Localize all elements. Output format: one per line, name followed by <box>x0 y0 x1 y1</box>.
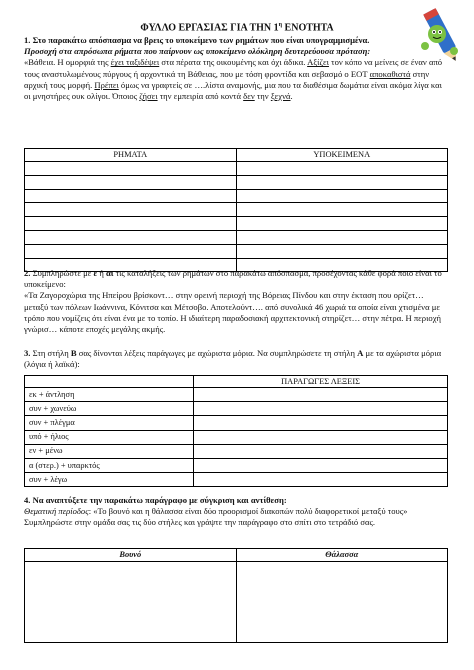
answer-cell[interactable] <box>236 217 448 231</box>
exercise-3-instruction: 3. Στη στήλη Β σας δίνονται λέξεις παράγωγες με αχώριστα μόρια. Να συμπληρώσετε τη στήλη Α με τα αχώριστα μόρια (λόγια ή λαϊκά): <box>24 348 442 370</box>
column-header-a <box>25 376 194 388</box>
table-row <box>25 230 448 244</box>
exercise-3 <box>24 348 448 370</box>
answer-cell[interactable] <box>236 244 448 258</box>
exercise-4-instruction: Συμπληρώστε στην ομάδα σας τις δύο στήλες και γράψτε την παράγραφο στο σπίτι στο τετράδιό σας. <box>24 517 376 528</box>
column-header-subjects: ΥΠΟΚΕΙΜΕΝΑ <box>236 149 448 162</box>
answer-cell[interactable] <box>194 402 448 416</box>
column-header-derived: ΠΑΡΑΓΩΓΕΣ ΛΕΞΕΙΣ <box>194 376 448 388</box>
column-header-mountain: Βουνό <box>25 549 237 562</box>
answer-cell[interactable] <box>25 217 237 231</box>
verbs-subjects-table <box>24 148 448 272</box>
answer-cell[interactable] <box>236 175 448 189</box>
answer-cell[interactable] <box>194 458 448 472</box>
exercise-2-instruction: 2. Συμπληρώστε με ε ή αι τις καταλήξεις των ρημάτων στο παρακάτω απόσπασμα, προσέχοντας κάθε φορά ποιο είναι το υποκείμενο: <box>24 268 442 290</box>
answer-cell[interactable] <box>236 189 448 203</box>
exercise-1-note: Προσοχή στα απρόσωπα ρήματα που παίρνουν ως υποκείμενο ολόκληρη δευτερεύουσα πρόταση: <box>24 46 371 57</box>
answer-cell[interactable] <box>194 388 448 402</box>
answer-cell[interactable] <box>194 430 448 444</box>
table-row <box>25 175 448 189</box>
table-row <box>25 562 448 643</box>
answer-cell[interactable] <box>194 444 448 458</box>
answer-cell[interactable] <box>194 473 448 487</box>
answer-cell[interactable] <box>194 416 448 430</box>
exercise-4-topic: Θεματική περίοδος: «Το βουνό και η θάλασσα είναι δύο προορισμοί διακοπών πολύ διαφορετικοί μεταξύ τους» <box>24 506 408 517</box>
table-row <box>25 203 448 217</box>
table-row: εκ + άντληση <box>25 388 448 402</box>
exercise-4 <box>24 495 448 529</box>
derived-words-table <box>24 375 448 487</box>
table-row: υπό + ήλιος <box>25 430 448 444</box>
table-row <box>25 244 448 258</box>
answer-cell[interactable] <box>25 230 237 244</box>
page-title: ΦΥΛΛΟ ΕΡΓΑΣΙΑΣ ΓΙΑ ΤΗΝ $1^\eta$ ΕΝΟΤΗΤΑ <box>140 22 334 34</box>
answer-cell[interactable] <box>25 189 237 203</box>
answer-cell[interactable] <box>25 162 237 176</box>
answer-cell[interactable] <box>236 230 448 244</box>
answer-cell[interactable] <box>236 162 448 176</box>
table-row: εν + μένω <box>25 444 448 458</box>
answer-cell[interactable] <box>25 203 237 217</box>
exercise-2 <box>24 268 448 335</box>
answer-cell[interactable] <box>236 203 448 217</box>
exercise-4-heading: 4. Να αναπτύξετε την παρακάτω παράγραφο με σύγκριση και αντίθεση: <box>24 495 287 505</box>
column-header-sea: Θάλασσα <box>236 549 448 562</box>
table-row: συν + λέγω <box>25 473 448 487</box>
column-header-verbs: ΡΗΜΑΤΑ <box>25 149 237 162</box>
table-row: α (στερ.) + υπαρκτός <box>25 458 448 472</box>
table-row <box>25 162 448 176</box>
answer-cell[interactable] <box>25 244 237 258</box>
comparison-table <box>24 548 448 643</box>
table-row <box>25 217 448 231</box>
table-row: συν + χωνεύω <box>25 402 448 416</box>
exercise-2-passage: «Τα Ζαγοροχώρια της Ηπείρου βρίσκοντ… στην ορεινή περιοχή της Βόρειας Πίνδου και στην έκταση που ορίζετ… μεταξύ των πόλεων Ιωάννινα, Κόνιτσα και Μέτσοβο. Αποτελούντ…. από συνολικά 46 χωριά τα οποία είναι χτισμένα με τρόπο που νομίζεις ότι είναι ένα με το τοπίο. Η ιδιαίτερη παραδοσιακή αρχιτεκτονική στηρίζετ… στην πέτρα. Η περιοχή γνώρισ… κάποτε εποχές μεγάλης ακμής. <box>24 290 441 335</box>
answer-cell[interactable] <box>25 562 237 643</box>
answer-cell[interactable] <box>236 562 448 643</box>
table-row <box>25 189 448 203</box>
exercise-1-instruction: 1. Στο παρακάτω απόσπασμα να βρεις το υποκείμενο των ρημάτων που είναι υπογραμμισμένα. <box>24 35 370 45</box>
exercise-1-passage: «Βάθεια. Η ομορφιά της έχει ταξιδέψει στα πέρατα της οικουμένης και όχι άδικα. Αξίζει τον κόπο να μείνεις σε έναν από τους αναστυλωμένους πύργους ή αρχοντικά τη Βάθειας, που με τόση φροντίδα και σεβασμό ο ΕΟΤ αποκαθιστά στην αρχική τους μορφή. Πρέπει όμως να γραφτείς σε ….λίστα αναμονής, μια που τα διαθέσιμα δωμάτια είναι ακόμα λίγα και οι μνηστήρες ουκ ολίγοι. Όποιος ζήσει την εμπειρία από κοντά δεν την ξεχνά. <box>24 57 443 102</box>
answer-cell[interactable] <box>25 175 237 189</box>
table-row: συν + πλέγμα <box>25 416 448 430</box>
exercise-1 <box>24 35 448 102</box>
